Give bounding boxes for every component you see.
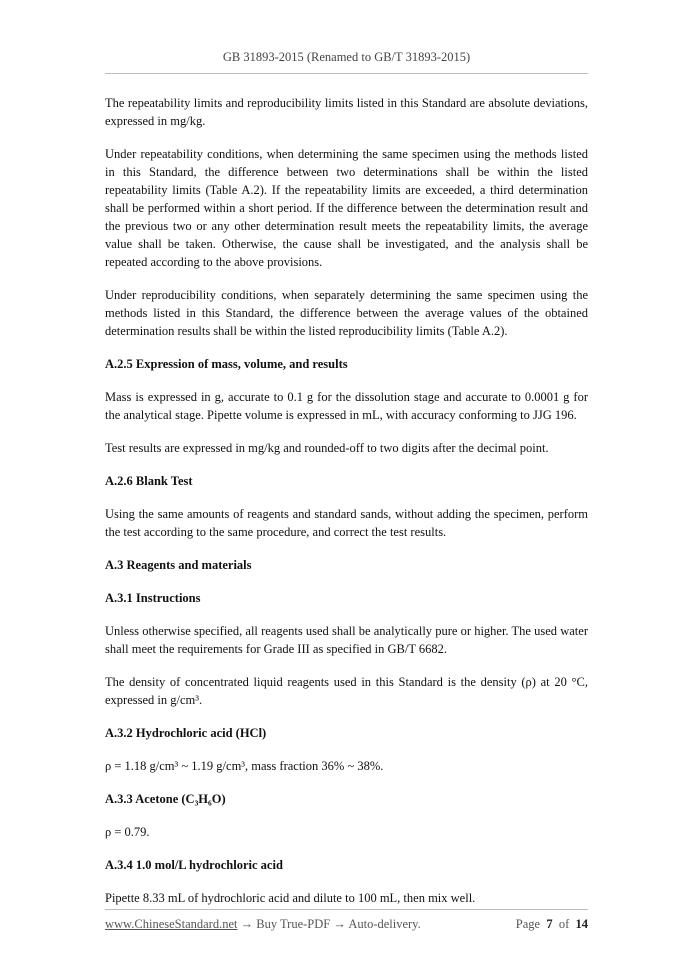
paragraph-density: The density of concentrated liquid reagents used in this Standard is the density (ρ) at 20 °C, expressed in g/cm³. bbox=[105, 675, 588, 707]
total-pages: 14 bbox=[575, 917, 588, 931]
paragraph-hcl-density: ρ = 1.18 g/cm³ ~ 1.19 g/cm³, mass fraction 36% ~ 38%. bbox=[105, 759, 384, 773]
website-link[interactable]: www.ChineseStandard.net bbox=[105, 917, 238, 931]
header-rule bbox=[105, 73, 588, 74]
paragraph-acetone-density: ρ = 0.79. bbox=[105, 825, 150, 839]
paragraph-mass-volume: Mass is expressed in g, accurate to 0.1 g for the dissolution stage and accurate to 0.0001 g for the analytical stage. Pipette volume is expressed in mL, with accuracy conforming to JJG 196. bbox=[105, 390, 588, 422]
paragraph-hcl-dilution: Pipette 8.33 mL of hydrochloric acid and dilute to 100 mL, then mix well. bbox=[105, 891, 476, 905]
paragraph-blank-test: Using the same amounts of reagents and standard sands, without adding the specimen, perform the test according to the same procedure, and correct the test results. bbox=[105, 507, 588, 539]
of-label: of bbox=[558, 917, 570, 931]
heading-a32: A.3.2 Hydrochloric acid (HCl) bbox=[105, 726, 267, 740]
paragraph-repeatability: Under repeatability conditions, when determining the same specimen using the methods listed in this Standard, the difference between two determinations shall be within the listed repeatability limits (Table A.2). If the repeatability limits are exceeded, a third determination shall be performed within a short period. If the difference between the determination result and the previous two or any other determination result meets the repeatability limits, the average value shall be taken. Otherwise, the cause shall be investigated, and the analysis shall be repeated according to the above provisions. bbox=[105, 147, 588, 269]
paragraph-absolute-deviations: The repeatability limits and reproducibility limits listed in this Standard are absolute deviations, expressed in mg/kg. bbox=[105, 96, 588, 128]
page-header: GB 31893-2015 (Renamed to GB/T 31893-2015) bbox=[222, 50, 471, 64]
page-label: Page bbox=[515, 917, 541, 931]
heading-a25: A.2.5 Expression of mass, volume, and results bbox=[105, 357, 348, 371]
paragraph-test-results: Test results are expressed in mg/kg and rounded-off to two digits after the decimal point. bbox=[105, 441, 549, 455]
heading-a33: A.3.3 Acetone (C₃H₆O) bbox=[105, 792, 226, 806]
footer-rule bbox=[105, 909, 588, 910]
page-number bbox=[516, 917, 588, 932]
arrow-right-icon: → bbox=[330, 917, 349, 931]
paragraph-reagent-purity: Unless otherwise specified, all reagents used shall be analytically pure or higher. The used water shall meet the requirements for Grade III as specified in GB/T 6682. bbox=[105, 624, 588, 656]
buy-true-pdf-text: Buy True-PDF bbox=[256, 917, 331, 931]
document-body bbox=[105, 94, 588, 922]
heading-a3: A.3 Reagents and materials bbox=[105, 558, 252, 572]
heading-a31: A.3.1 Instructions bbox=[105, 591, 201, 605]
arrow-right-icon: → bbox=[237, 917, 257, 931]
paragraph-reproducibility: Under reproducibility conditions, when separately determining the same specimen using the methods listed in this Standard, the difference between the average values of the obtained determination results shall be within the listed reproducibility limits (Table A.2). bbox=[105, 288, 588, 338]
auto-delivery-text: Auto-delivery. bbox=[348, 917, 421, 931]
footer-promo bbox=[105, 917, 421, 932]
heading-a26: A.2.6 Blank Test bbox=[105, 474, 193, 488]
current-page: 7 bbox=[546, 917, 553, 931]
heading-a34: A.3.4 1.0 mol/L hydrochloric acid bbox=[105, 858, 283, 872]
